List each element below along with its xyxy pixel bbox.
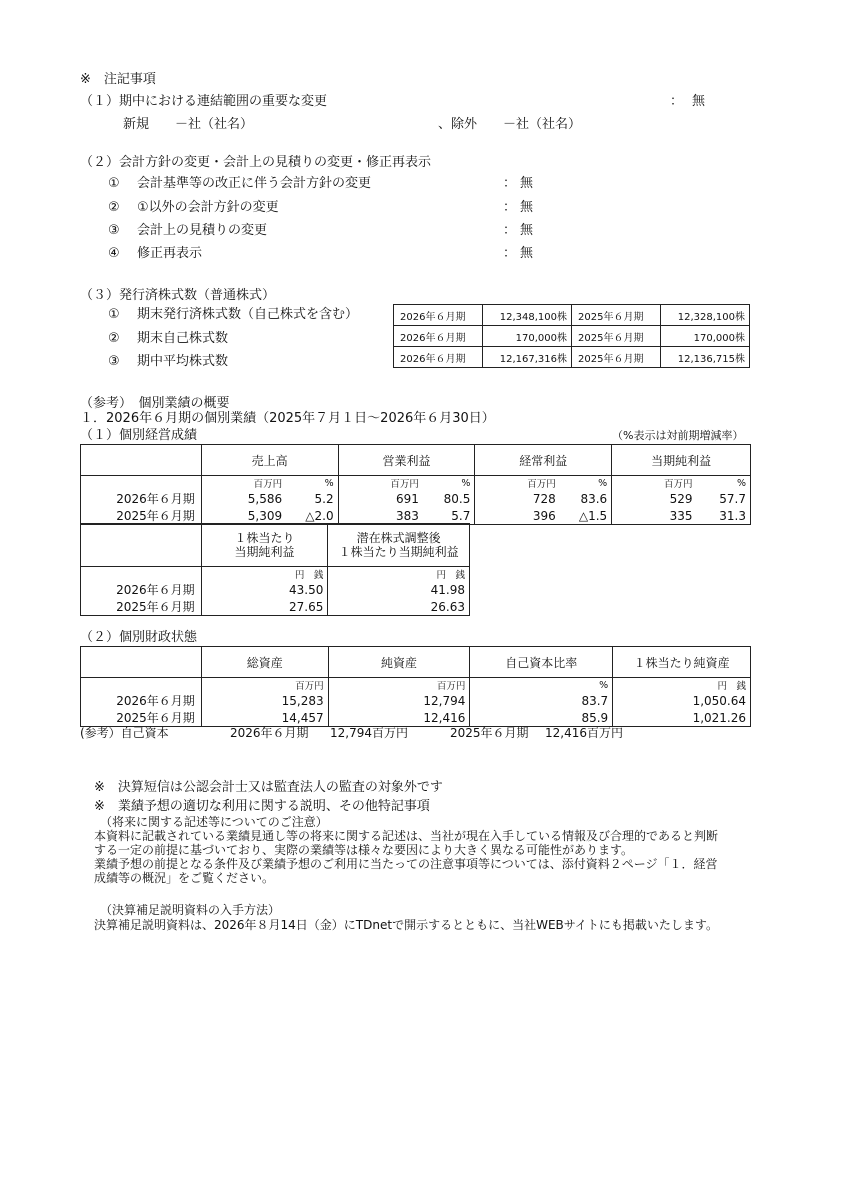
unit-million: 百万円 xyxy=(475,476,560,491)
results-cell: 5.7 xyxy=(423,507,475,525)
note3-num: ② xyxy=(108,331,120,346)
note1-colon: ： xyxy=(670,94,684,109)
results-header-cell: 売上高 xyxy=(201,445,338,476)
shares-value: 12,136,715株 xyxy=(661,347,750,368)
financial-unit: 百万円 xyxy=(201,678,328,693)
row-period: 2026年６月期 xyxy=(81,692,202,709)
row-period: 2025年６月期 xyxy=(81,598,202,616)
note2-text: ①以外の会計方針の変更 xyxy=(137,200,279,215)
note3-label: （３）発行済株式数（普通株式） xyxy=(80,288,276,303)
row-period: 2026年６月期 xyxy=(81,490,202,507)
financial-cell: 14,457 xyxy=(201,709,328,727)
shares-table xyxy=(393,304,750,368)
note3-text: 期末発行済株式数（自己株式を含む） xyxy=(137,307,359,322)
shares-value: 12,167,316株 xyxy=(483,347,572,368)
results-header-cell: 営業利益 xyxy=(338,445,475,476)
financial-cell: 15,283 xyxy=(201,692,328,709)
reference-heading: （参考） 個別業績の概要 xyxy=(80,396,230,411)
audit-note: ※ 決算短信は公認会計士又は監査法人の監査の対象外です xyxy=(94,780,443,795)
results-note: （%表示は対前期増減率） xyxy=(612,429,744,442)
results-header-cell: 経常利益 xyxy=(475,445,612,476)
results-header xyxy=(81,445,751,476)
shares-row xyxy=(394,347,750,368)
header-blank xyxy=(81,445,202,476)
results-cell: 83.6 xyxy=(560,490,612,507)
note2-colon: ： xyxy=(503,176,517,191)
unit-percent: % xyxy=(560,476,612,491)
results-row xyxy=(81,490,751,507)
shares-period: 2026年６月期 xyxy=(394,305,483,326)
unit-million: 百万円 xyxy=(201,476,286,491)
financial-unit: 円 銭 xyxy=(613,678,751,693)
note2-label: （２）会計方針の変更・会計上の見積りの変更・修正再表示 xyxy=(80,155,432,170)
note1-new: 新規 －社（社名） xyxy=(123,117,254,132)
note2-text: 会計上の見積りの変更 xyxy=(137,223,268,238)
shares-value: 170,000株 xyxy=(661,326,750,347)
shares-period: 2025年６月期 xyxy=(572,326,661,347)
eps-table xyxy=(80,523,470,616)
shares-row xyxy=(394,305,750,326)
forward-line: 業績予想の前提となる条件及び業績予想のご利用に当たっての注意事項等については、添付資料２ページ「１．経営 xyxy=(94,857,718,871)
results-cell: 80.5 xyxy=(423,490,475,507)
financial-cell: 1,021.26 xyxy=(613,709,751,727)
header-blank xyxy=(81,647,202,678)
results-cell: 529 xyxy=(612,490,697,507)
results-cell: 396 xyxy=(475,507,560,525)
unit-percent: % xyxy=(286,476,338,491)
equity-p2: 2025年６月期 xyxy=(450,726,529,740)
results-row xyxy=(81,507,751,525)
eps-cell: 43.50 xyxy=(201,581,328,598)
note2-value: 無 xyxy=(520,176,534,191)
equity-v2: 12,416百万円 xyxy=(545,726,623,740)
financial-row xyxy=(81,709,751,727)
forward-line: 成績等の概況」をご覧ください。 xyxy=(94,871,275,885)
note3-num: ① xyxy=(108,307,120,322)
financial-cell: 85.9 xyxy=(470,709,613,727)
forward-line: 本資料に記載されている業績見通し等の将来に関する記述は、当社が現在入手している情報及び合理的であると判断 xyxy=(94,829,719,843)
eps-row xyxy=(81,581,470,598)
unit-million: 百万円 xyxy=(612,476,697,491)
eps-cell: 27.65 xyxy=(201,598,328,616)
header-blank xyxy=(81,524,202,567)
financial-row xyxy=(81,692,751,709)
financial-header-cell: 総資産 xyxy=(201,647,328,678)
note2-num: ④ xyxy=(108,246,120,261)
note2-colon: ： xyxy=(503,246,517,261)
financial-unit: 百万円 xyxy=(328,678,470,693)
results-cell: 5,309 xyxy=(201,507,286,525)
financial-header xyxy=(81,647,751,678)
results-cell: 57.7 xyxy=(697,490,751,507)
note2-value: 無 xyxy=(520,200,534,215)
row-period: 2025年６月期 xyxy=(81,709,202,727)
results-table xyxy=(80,444,751,525)
results-cell: 335 xyxy=(612,507,697,525)
results-cell: 383 xyxy=(338,507,423,525)
eps-row xyxy=(81,598,470,616)
shares-period: 2026年６月期 xyxy=(394,347,483,368)
forward-title: （将来に関する記述等についてのご注意） xyxy=(100,815,328,829)
shares-value: 12,328,100株 xyxy=(661,305,750,326)
shares-row xyxy=(394,326,750,347)
financial-table xyxy=(80,646,751,727)
unit-blank xyxy=(81,567,202,582)
forecast-heading: ※ 業績予想の適切な利用に関する説明、その他特記事項 xyxy=(94,799,430,814)
unit-million: 百万円 xyxy=(338,476,423,491)
unit-blank xyxy=(81,678,202,693)
eps-cell: 26.63 xyxy=(328,598,470,616)
note1-label: （１）期中における連結範囲の重要な変更 xyxy=(80,94,328,109)
note2-value: 無 xyxy=(520,223,534,238)
note2-value: 無 xyxy=(520,246,534,261)
note2-num: ② xyxy=(108,200,120,215)
shares-value: 12,348,100株 xyxy=(483,305,572,326)
eps-units xyxy=(81,567,470,582)
shares-period: 2026年６月期 xyxy=(394,326,483,347)
financial-header-cell: １株当たり純資産 xyxy=(613,647,751,678)
results-cell: △1.5 xyxy=(560,507,612,525)
forward-line: する一定の前提に基づいており、実際の業績等は様々な要因により大きく異なる可能性があります。 xyxy=(94,843,634,857)
note2-text: 会計基準等の改正に伴う会計方針の変更 xyxy=(137,176,372,191)
unit-blank xyxy=(81,476,202,491)
results-header-cell: 当期純利益 xyxy=(612,445,751,476)
financial-cell: 12,416 xyxy=(328,709,470,727)
results-cell: 5,586 xyxy=(201,490,286,507)
financial-unit: % xyxy=(470,678,613,693)
equity-label: (参考）自己資本 xyxy=(80,726,169,740)
unit-yen: 円 銭 xyxy=(328,567,470,582)
note3-text: 期中平均株式数 xyxy=(137,354,229,369)
financial-units xyxy=(81,678,751,693)
shares-period: 2025年６月期 xyxy=(572,305,661,326)
results-cell: △2.0 xyxy=(286,507,338,525)
eps-header-cell: １株当たり 当期純利益 xyxy=(201,524,328,567)
results-cell: 728 xyxy=(475,490,560,507)
reference-sub1: １．2026年６月期の個別業績（2025年７月１日～2026年６月30日） xyxy=(80,411,495,426)
unit-yen: 円 銭 xyxy=(201,567,328,582)
eps-header xyxy=(81,524,470,567)
note1-value: 無 xyxy=(692,94,706,109)
financial-header-cell: 純資産 xyxy=(328,647,470,678)
row-period: 2026年６月期 xyxy=(81,581,202,598)
results-cell: 691 xyxy=(338,490,423,507)
financial-cell: 1,050.64 xyxy=(613,692,751,709)
row-period: 2025年６月期 xyxy=(81,507,202,525)
financial-label: （２）個別財政状態 xyxy=(80,630,198,645)
eps-cell: 41.98 xyxy=(328,581,470,598)
equity-v1: 12,794百万円 xyxy=(330,726,408,740)
shares-value: 170,000株 xyxy=(483,326,572,347)
note2-colon: ： xyxy=(503,223,517,238)
shares-period: 2025年６月期 xyxy=(572,347,661,368)
unit-percent: % xyxy=(697,476,751,491)
results-label: （１）個別経営成績 xyxy=(80,428,198,443)
results-cell: 5.2 xyxy=(286,490,338,507)
note2-num: ③ xyxy=(108,223,120,238)
supp-title: （決算補足説明資料の入手方法） xyxy=(100,903,281,917)
note2-text: 修正再表示 xyxy=(137,246,203,261)
results-cell: 31.3 xyxy=(697,507,751,525)
note2-colon: ： xyxy=(503,200,517,215)
financial-cell: 83.7 xyxy=(470,692,613,709)
note3-num: ③ xyxy=(108,354,120,369)
notes-heading: ※ 注記事項 xyxy=(80,72,156,87)
eps-header-cell: 潜在株式調整後 １株当たり当期純利益 xyxy=(328,524,470,567)
supp-text: 決算補足説明資料は、2026年８月14日（金）にTDnetで開示するとともに、当社WEBサイトにも掲載いたします。 xyxy=(94,918,718,932)
equity-p1: 2026年６月期 xyxy=(230,726,309,740)
financial-header-cell: 自己資本比率 xyxy=(470,647,613,678)
note1-exclude: 、除外 －社（社名） xyxy=(438,117,582,132)
results-units xyxy=(81,476,751,491)
financial-cell: 12,794 xyxy=(328,692,470,709)
note2-num: ① xyxy=(108,176,120,191)
unit-percent: % xyxy=(423,476,475,491)
note3-text: 期末自己株式数 xyxy=(137,331,229,346)
